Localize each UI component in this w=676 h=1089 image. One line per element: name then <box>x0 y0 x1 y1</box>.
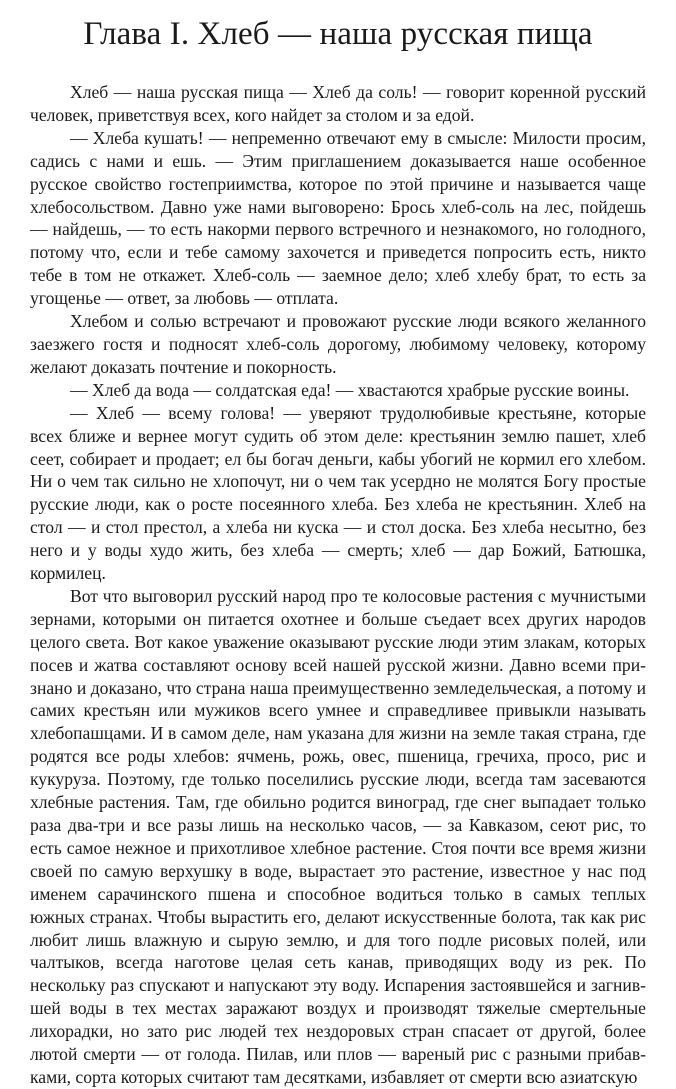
paragraph: — Хлеба кушать! — непременно отвечают ему в смысле: Милости просим, садись с нами и ешь. — Этим приглашением доказывается наше особенное русское свойство гостеприимства, которое по этой причине и называется чаще хлебосольством. Давно уже нами выговорено: Брось хлеб-соль на лес, пойдешь — найдешь, — то есть накорми первого встречного и незнакомого, но голодного, потому что, если и тебе самому захочется и приведется попросить есть, никто тебе в том не откажет. Хлеб-соль — заемное дело; хлеб хлебу брат, то есть за угощенье — ответ, за любовь — отплата. <box>30 127 646 309</box>
paragraph: Вот что выговорил русский народ про те колосовые растения с мучнистыми зернами, которыми он питается охотнее и больше съедает всех других народов целого света. Вот какое уважение оказывают русские люди этим злакам, которых посев и жатва составляют основу всей нашей русской жизни. Давно всеми признано и доказано, что страна наша преимущественно земледельческая, а потому и самих крестьян или мужиков всего умнее и справедливее привыкли называть хлебопашцами. И в самом деле, нам указана для жизни на земле такая страна, где родятся все роды хлебов: ячмень, рожь, овес, пшеница, гречиха, просо, рис и кукуруза. Поэтому, где только поселились русские люди, всегда там засеваются хлебные растения. Там, где обильно родится виноград, где снег выпадает только раза два-три и все разы лишь на несколько часов, — за Кавказом, сеют рис, то есть самое нежное и прихотливое хлебное растение. Стоя почти все время жизни своей по самую верхушку в воде, вырастает это растение, известное у нас под именем сарачинского пшена и способное водиться только в самых теплых южных странах. Чтобы вырастить его, делают искусственные болота, так как рис любит лишь влажную и сырую землю, и для того подле рисовых полей, или чалтыков, всегда наготове целая сеть канав, приводящих воду из рек. По нескольку раз спускают и напускают эту воду. Испарения застоявшейся и загнившей воды в тех местах заражают воздух и производят тяжелые смертельные лихорадки, но зато рис людей тех нездоровых стран спасает от другой, более лютой смерти — от голода. Пилав, или плов — вареный рис с разными прибавками, сорта которых считают там десятками, избавляет от смерти всю азиатскую <box>30 585 646 1087</box>
paragraph: Хлеб — наша русская пища — Хлеб да соль! — говорит коренной русский человек, приветствуя всех, кого найдет за столом и за едой. <box>30 82 646 125</box>
chapter-title: Глава I. Хлеб — наша русская пища <box>83 16 593 52</box>
paragraph: Хлебом и солью встречают и провожают русские люди всякого желанного заезжего гостя и подносят хлеб-соль дорогому, любимому человеку, которому желают доказать почтение и покорность. <box>30 311 646 377</box>
chapter-body <box>30 81 646 1089</box>
paragraph: — Хлеб да вода — солдатская еда! — хвастаются храбрые русские воины. <box>70 379 630 400</box>
paragraph: — Хлеб — всему голова! — уверяют трудолюбивые крестьяне, которые всех ближе и вернее могут судить об этом деле: крестьянин землю пашет, хлеб сеет, собирает и продает; ел бы богач деньги, кабы убогий не кормил его хлебом. Ни о чем так сильно не хлопочут, ни о чем так усердно не молятся Богу простые русские люди, как о росте посеянного хлеба. Без хлеба не крестьянин. Хлеб на стол — и стол престол, а хлеба ни куска — и стол доска. Без хлеба несытно, без него и у воды худо жить, без хлеба — смерть; хлеб — дар Божий, Батюшка, кормилец. <box>30 402 646 584</box>
